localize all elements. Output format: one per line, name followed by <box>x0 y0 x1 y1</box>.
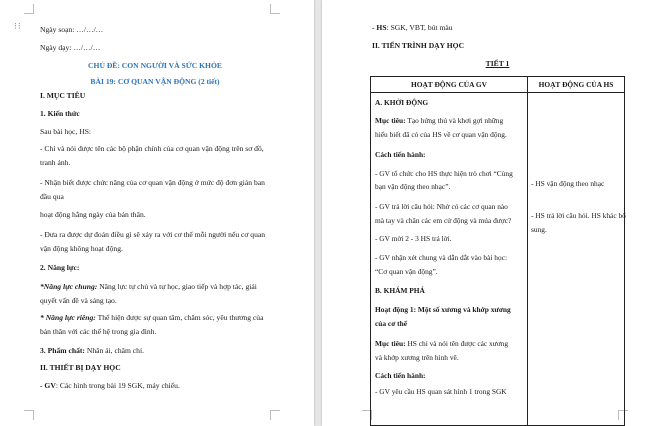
subsection-heading: 2. Năng lực: <box>40 263 80 272</box>
date-prepared: Ngày soạn: …/…/… <box>40 25 104 34</box>
table-cell-line: Hoạt động 1: Một số xương và khớp xương <box>375 305 511 314</box>
table-divider <box>371 92 624 93</box>
table-cell-line: - HS vận động theo nhạc <box>531 179 605 188</box>
inline-label: * Năng lực riêng: <box>40 313 96 322</box>
paragraph-line: vận động không hoạt động. <box>40 244 123 253</box>
inline-label: 3. Phẩm chất: <box>40 346 85 355</box>
paragraph-line: quyết vấn đề và sáng tạo. <box>40 296 117 305</box>
paragraph-line <box>372 22 453 34</box>
inline-label: *Năng lực chung: <box>40 282 98 291</box>
crop-mark <box>24 410 34 420</box>
inline-text: Tạo hứng thú và khơi gợi những <box>405 116 504 125</box>
inline-label: - GV <box>40 381 56 390</box>
paragraph-line: - Đưa ra được dự đoán điều gì sẽ xảy ra với cơ thể mỗi người nếu cơ quan <box>40 230 266 239</box>
crop-mark <box>24 4 34 14</box>
table-cell-line <box>375 338 508 350</box>
lesson-title: BÀI 19: CƠ QUAN VẬN ĐỘNG (2 tiết) <box>90 77 220 86</box>
table-header-gv: HOẠT ĐỘNG CỦA GV <box>410 80 488 89</box>
paragraph-line <box>40 312 263 324</box>
table-cell-line: và khớp xương trên hình vẽ. <box>375 353 459 362</box>
section-heading: I. MỤC TIÊU <box>40 91 86 100</box>
table-cell-line: bạn vận động theo nhạc”. <box>375 182 451 191</box>
period-heading: TIẾT 1 <box>485 59 510 68</box>
crop-mark <box>270 4 280 14</box>
paragraph-line <box>40 281 257 293</box>
document-page-left <box>0 0 314 426</box>
inline-text: HS chỉ và nói tên được các xương <box>405 339 509 348</box>
table-cell-line: - GV nhận xét chung và dẫn dắt vào bài học: <box>375 253 508 262</box>
table-cell-line: - GV mời 2 - 3 HS trả lời. <box>375 234 452 243</box>
section-heading: II. TIẾN TRÌNH DẠY HỌC <box>372 41 465 50</box>
table-cell-line: “Cơ quan vận động”. <box>375 267 438 276</box>
table-cell-line: sung. <box>531 225 547 234</box>
table-section-title: B. KHÁM PHÁ <box>375 286 425 295</box>
inline-text: Thể hiện được sự quan tâm, chăm sóc, yêu thương của <box>95 313 264 322</box>
table-cell-line: - HS trả lời câu hỏi. HS khác bổ <box>531 211 626 220</box>
paragraph-line: bản thân với các thể hệ trong gia đình. <box>40 327 157 336</box>
subsection-heading: 1. Kiến thức <box>40 109 80 118</box>
paragraph-line: hoạt động hằng ngày của bản thân. <box>40 210 146 219</box>
table-cell-line: mà tay và chân các em cử động và múa được? <box>375 216 512 225</box>
move-handle-icon[interactable]: ⁝⁝ <box>14 22 22 32</box>
topic-title: CHỦ ĐỀ: CON NGƯỜI VÀ SỨC KHỎE <box>88 61 222 70</box>
inline-text: Nhân ái, chăm chỉ. <box>84 346 144 355</box>
table-cell-line: - GV trả lời câu hỏi: Nhờ có các cơ quan nào <box>375 202 508 211</box>
inline-label: Mục tiêu: <box>375 339 406 348</box>
section-heading: II. THIẾT BỊ DẠY HỌC <box>40 363 121 372</box>
table-cell-line: - GV yêu cầu HS quan sát hình 1 trong SGK <box>375 387 507 396</box>
paragraph-line: Sau bài học, HS: <box>40 127 92 136</box>
paragraph-line <box>40 380 180 392</box>
document-page-right <box>322 0 650 426</box>
paragraph-line: đầu qua <box>40 192 64 201</box>
table-cell-line <box>375 115 503 127</box>
inline-text: : Các hình trong bài 19 SGK, máy chiếu. <box>55 381 180 390</box>
lesson-activity-table <box>370 76 625 426</box>
inline-text: : SGK, VBT, bút màu <box>386 23 453 32</box>
table-divider <box>527 77 528 425</box>
paragraph-line: - Nhận biết được chức năng của cơ quan vận động ở mức độ đơn giản ban <box>40 178 265 187</box>
date-taught: Ngày dạy: …/…/… <box>40 43 101 52</box>
table-cell-label: Cách tiến hành: <box>375 371 426 380</box>
table-cell-line: hiểu biết đã có của HS về cơ quan vận động. <box>375 130 507 139</box>
inline-text: Năng lực tự chủ và tự học, giao tiếp và hợp tác, giải <box>97 282 257 291</box>
inline-label: Mục tiêu: <box>375 116 406 125</box>
table-header-hs: HOẠT ĐỘNG CỦA HS <box>538 80 614 89</box>
table-cell-line: của cơ thể <box>375 319 408 328</box>
paragraph-line: tranh ảnh. <box>40 158 71 167</box>
inline-label: - HS <box>372 23 387 32</box>
paragraph-line: - Chỉ và nói được tên các bộ phận chính của cơ quan vận động trên sơ đồ, <box>40 144 264 153</box>
paragraph-line <box>40 345 144 357</box>
crop-mark <box>270 410 280 420</box>
table-section-title: A. KHỞI ĐỘNG <box>375 98 429 107</box>
table-cell-line: - GV tổ chức cho HS thực hiện trò chơi “Cùng <box>375 169 513 178</box>
table-cell-label: Cách tiến hành: <box>375 150 426 159</box>
